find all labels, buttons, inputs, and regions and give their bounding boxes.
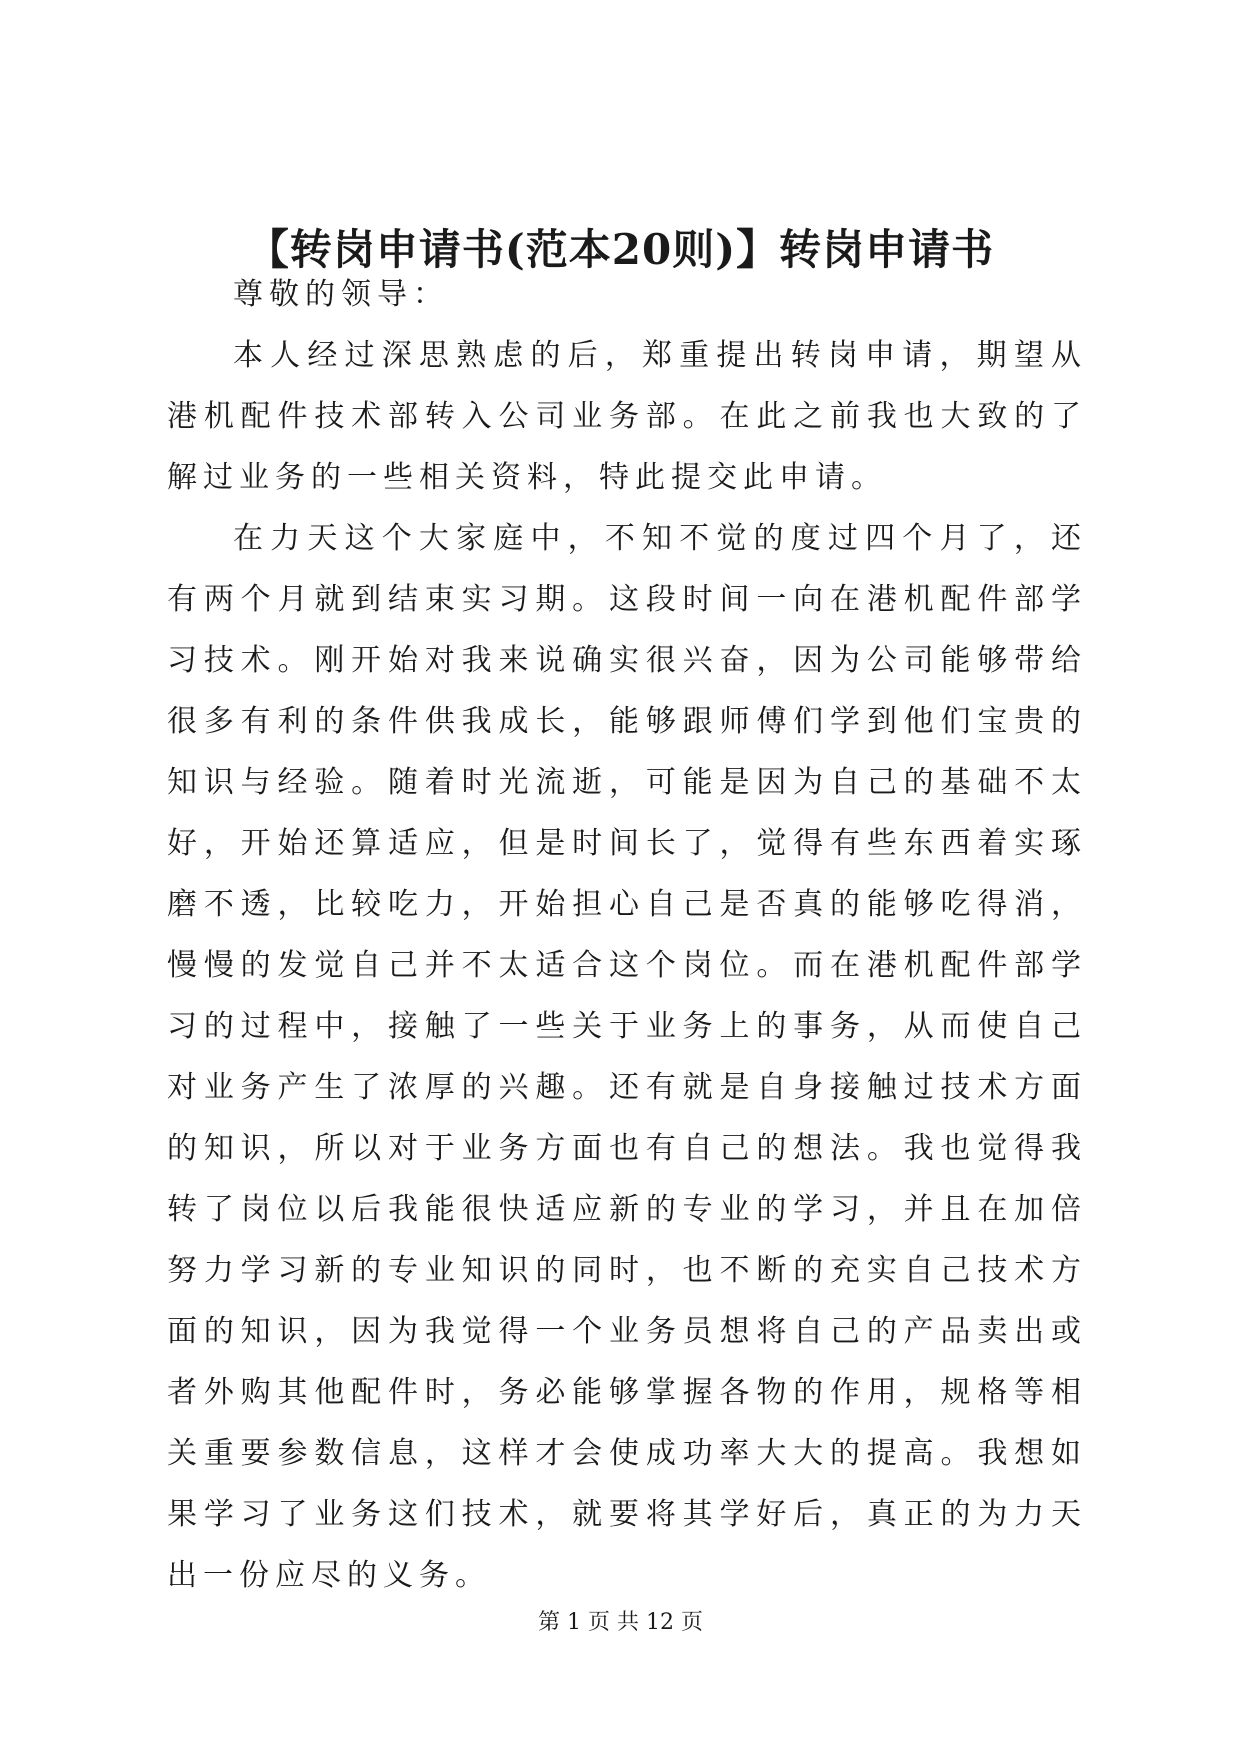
page-number-footer: 第 1 页 共 12 页: [538, 1610, 703, 1635]
document-body: [167, 264, 1087, 1606]
paragraph-1: 本人经过深思熟虑的后，郑重提出转岗申请，期望从港机配件技术部转入公司业务部。在此之前我也大致的了解过业务的一些相关资料，特此提交此申请。: [167, 338, 1087, 495]
greeting-line: 尊敬的领导：: [233, 277, 449, 312]
paragraph-2: 在力天这个大家庭中，不知不觉的度过四个月了，还有两个月就到结束实习期。这段时间一向在港机配件部学习技术。刚开始对我来说确实很兴奋，因为公司能够带给很多有利的条件供我成长，能够跟师傅们学到他们宝贵的知识与经验。随着时光流逝，可能是因为自己的基础不太好，开始还算适应，但是时间长了，觉得有些东西着实琢磨不透，比较吃力，开始担心自己是否真的能够吃得消，慢慢的发觉自己并不太适合这个岗位。而在港机配件部学习的过程中，接触了一些关于业务上的事务，从而使自己对业务产生了浓厚的兴趣。还有就是自身接触过技术方面的知识，所以对于业务方面也有自己的想法。我也觉得我转了岗位以后我能很快适应新的专业的学习，并且在加倍努力学习新的专业知识的同时，也不断的充实自己技术方面的知识，因为我觉得一个业务员想将自己的产品卖出或者外购其他配件时，务必能够掌握各物的作用，规格等相关重要参数信息，这样才会使成功率大大的提高。我想如果学习了业务这们技术，就要将其学好后，真正的为力天出一份应尽的义务。: [167, 521, 1087, 1593]
document-title: 【转岗申请书(范本20则)】转岗申请书: [246, 225, 995, 274]
